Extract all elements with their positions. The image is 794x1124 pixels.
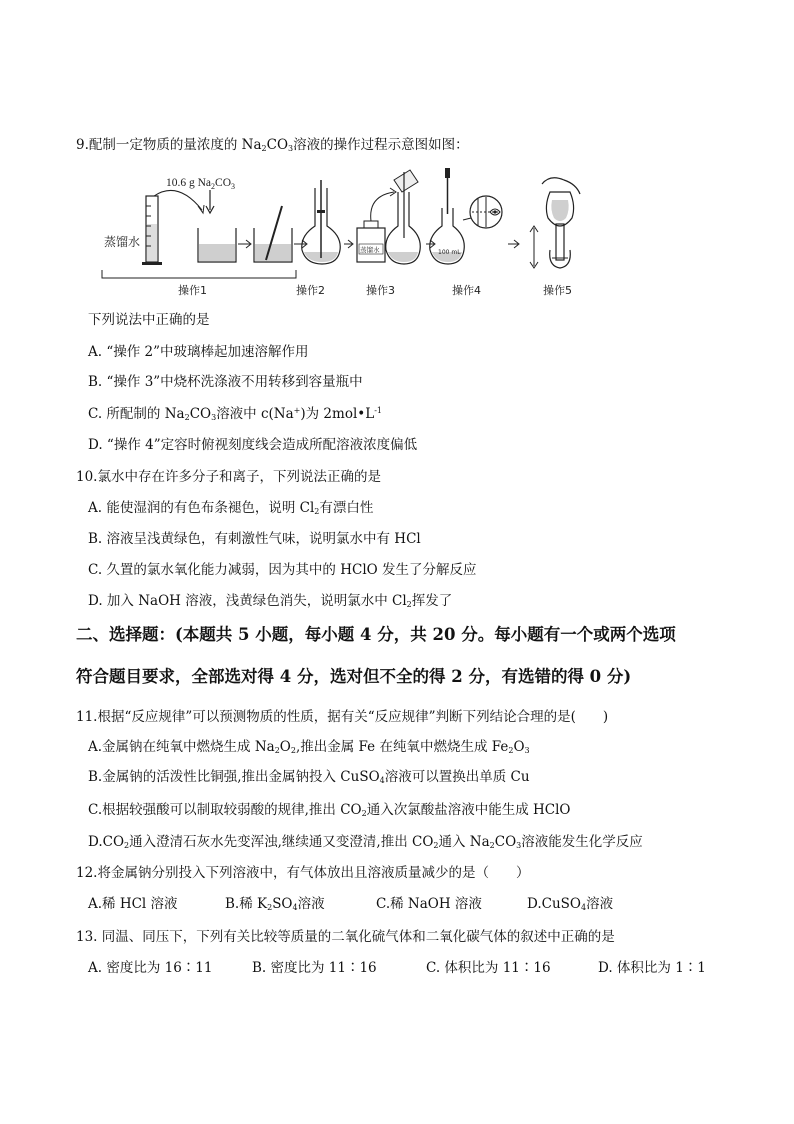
q9-option-c: C. 所配制的 $Na_2CO_3$溶液中 c(Na+)为 $2mol•L^{-1}$	[88, 406, 382, 422]
op5-label: 操作5	[543, 284, 572, 297]
q11-option-b: B.金属钠的活泼性比铜强,推出金属钠投入 CuSO$_4$溶液可以置换出单质 Cu	[88, 769, 530, 785]
volumetric-flask-3	[386, 170, 421, 264]
q9-option-b: B. “操作 3”中烧杯洗涤液不用转移到容量瓶中	[88, 374, 363, 390]
q13-stem: 13. 同温、同压下，下列有关比较等质量的二氧化硫气体和二氧化碳气体的叙述中正确的是	[76, 929, 615, 945]
mass-label: 10.6 g $Na_2CO_3$	[166, 177, 236, 191]
q13-option-a: A. 密度比为 16∶11	[88, 960, 213, 976]
q9-option-d: D. “操作 4”定容时俯视刻度线会造成所配溶液浓度偏低	[88, 437, 418, 453]
q11-option-d: $D.CO_2$通入澄清石灰水先变浑浊,继续通又变澄清,推出 $CO_2$通入 $Na_2CO_3$溶液能发生化学反应	[88, 834, 643, 850]
q9-stem: 9.配制一定物质的量浓度的 $Na_2CO_3$溶液的操作过程示意图如图：	[76, 137, 469, 153]
q10-option-a: A. 能使湿润的有色布条褪色，说明 $Cl_2$有漂白性	[88, 500, 374, 516]
q13-option-c: C. 体积比为 11∶16	[426, 960, 551, 976]
q9-option-a: A. “操作 2”中玻璃棒起加速溶解作用	[88, 344, 309, 360]
q12-option-b: B.稀 $K_2SO_4$溶液	[225, 896, 325, 912]
q11-option-c: C.根据较强酸可以制取较弱酸的规律,推出 $CO_2$通入次氯酸盐溶液中能生成 HClO	[88, 802, 571, 818]
q11-stem: 11.根据“反应规律”可以预测物质的性质，据有关“反应规律”判断下列结论合理的是( )	[76, 709, 609, 725]
wash-bottle	[357, 188, 396, 262]
svg-text:蒸馏水: 蒸馏水	[360, 246, 380, 254]
op4-label: 操作4	[452, 284, 481, 297]
q10-option-c: C. 久置的氯水氧化能力减弱，因为其中的 HClO 发生了分解反应	[88, 562, 477, 578]
beaker-1	[198, 228, 236, 262]
q9-question: 下列说法中正确的是	[88, 312, 210, 328]
q12-stem: 12.将金属钠分别投入下列溶液中，有气体放出且溶液质量减少的是（ ）	[76, 865, 530, 881]
q10-stem: 10.氯水中存在许多分子和离子，下列说法正确的是	[76, 469, 381, 485]
section2-heading-line2: 符合题目要求，全部选对得 4 分，选对但不全的得 2 分，有选错的得 0 分)	[76, 667, 632, 686]
q9-experiment-figure	[98, 166, 598, 301]
q12-option-d: D.CuSO$_4$溶液	[527, 896, 614, 912]
beaker-2	[254, 206, 292, 262]
volumetric-flask-4	[430, 168, 465, 264]
op1-label: 操作1	[178, 284, 207, 297]
q10-option-b: B. 溶液呈浅黄绿色，有刺激性气味，说明氯水中有 HCl	[88, 531, 421, 547]
volumetric-flask-2	[302, 180, 340, 264]
q12-option-c: C.稀 NaOH 溶液	[376, 896, 482, 912]
q11-option-a: A.金属钠在纯氧中燃烧生成 $Na_2O_2$,推出金属 Fe 在纯氧中燃烧生成 $Fe_2O_3$	[88, 739, 530, 755]
inverting-flask	[530, 178, 580, 268]
op3-label: 操作3	[366, 284, 395, 297]
q10-option-d: D. 加入 NaOH 溶液，浅黄绿色消失，说明氯水中 $Cl_2$挥发了	[88, 593, 453, 609]
q13-option-d: D. 体积比为 1∶1	[598, 960, 706, 976]
q12-option-a: A.稀 HCl 溶液	[88, 896, 178, 912]
op2-label: 操作2	[296, 284, 325, 297]
graduated-cylinder	[142, 196, 162, 265]
svg-text:100 mL: 100 mL	[438, 249, 461, 256]
q13-option-b: B. 密度比为 11∶16	[252, 960, 377, 976]
eye-level-inset	[463, 196, 502, 228]
water-label: 蒸馏水	[104, 235, 141, 249]
section2-heading-line1: 二、选择题：(本题共 5 小题，每小题 4 分，共 20 分。每小题有一个或两个选项	[76, 625, 676, 644]
